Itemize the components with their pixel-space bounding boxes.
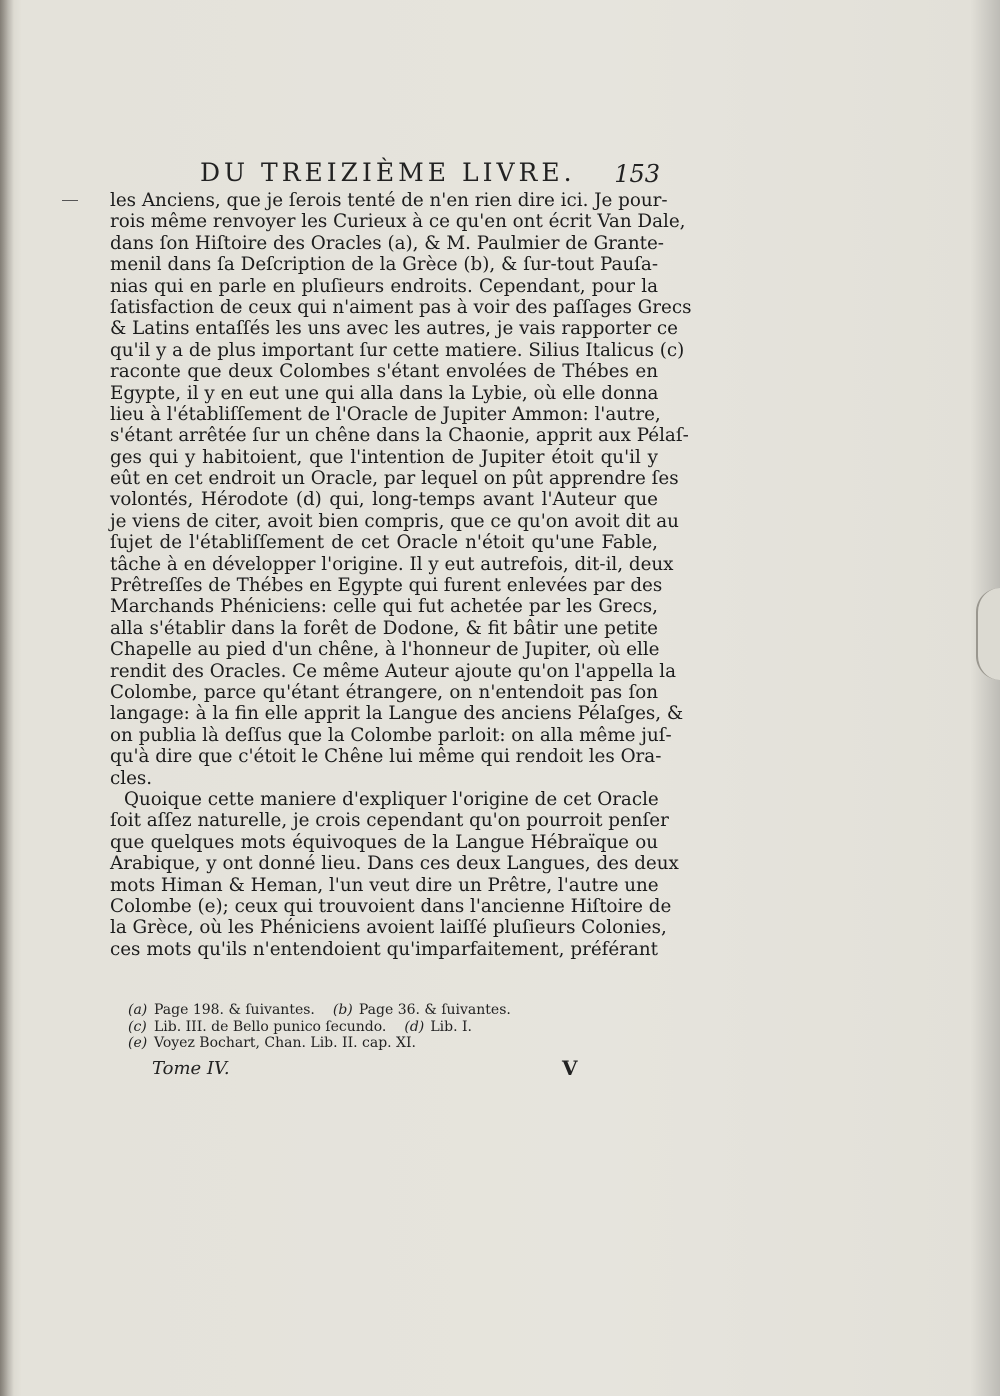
text-line: qu'il y a de plus important ſur cette matiere. Silius Italicus (c)	[110, 339, 685, 361]
text-line: s'étant arrêtée ſur un chêne dans la Chaonie, apprit aux Pélaſ-	[110, 425, 689, 447]
text-line: tâche à en développer l'origine. Il y eut autrefois, dit-il, deux	[110, 553, 674, 575]
text-line: nias qui en parle en pluſieurs endroits. Cependant, pour la	[110, 275, 658, 297]
text-line: que quelques mots équivoques de la Langue Hébraïque ou	[110, 831, 658, 853]
text-line: la Grèce, où les Phéniciens avoient laiſſé pluſieurs Colonies,	[110, 917, 667, 939]
text-line: alla s'établir dans la forêt de Dodone, & fit bâtir une petite	[110, 617, 658, 639]
footnote-text: Lib. III. de Bello punico ſecundo.	[154, 1018, 387, 1035]
page-number: 153	[614, 160, 660, 188]
text-line: dans ſon Hiſtoire des Oracles (a), & M. Paulmier de Grante-	[110, 232, 664, 254]
footnote-text: Page 198. & ſuivantes.	[154, 1002, 315, 1018]
footnote-marker: (c)	[128, 1018, 147, 1035]
page-edge	[970, 0, 1000, 1396]
text-line: Quoique cette maniere d'expliquer l'origine de cet Oracle	[124, 788, 659, 810]
footnotes	[128, 1002, 568, 1052]
margin-mark	[62, 200, 78, 201]
footnote-marker: (d)	[404, 1018, 425, 1035]
text-line: eût en cet endroit un Oracle, par lequel on pût apprendre ſes	[110, 468, 679, 490]
text-line: lieu à l'établiſſement de l'Oracle de Jupiter Ammon: l'autre,	[110, 403, 661, 425]
text-line: ſatisfaction de ceux qui n'aiment pas à voir des paſſages Grecs	[110, 296, 692, 318]
signature-mark: V	[562, 1056, 578, 1080]
footnote-line	[128, 1002, 568, 1019]
text-line: Arabique, y ont donné lieu. Dans ces deux Langues, des deux	[110, 853, 679, 875]
text-line: ges qui y habitoient, que l'intention de Jupiter étoit qu'il y	[110, 446, 658, 468]
text-line: qu'à dire que c'étoit le Chêne lui même qui rendoit les Ora-	[110, 746, 662, 768]
text-line: Marchands Phéniciens: celle qui fut achetée par les Grecs,	[110, 596, 658, 618]
text-line: les Anciens, que je ſerois tenté de n'en rien dire ici. Je pour-	[110, 190, 668, 211]
text-line: rois même renvoyer les Curieux à ce qu'en ont écrit Van Dale,	[110, 211, 686, 233]
text-line: langage: à la fin elle apprit la Langue des anciens Pélaſges, &	[110, 703, 684, 725]
gutter-shadow	[0, 0, 14, 1396]
text-line: Colombe, parce qu'étant étrangere, on n'entendoit pas ſon	[110, 681, 658, 703]
text-line: Chapelle au pied d'un chêne, à l'honneur de Jupiter, où elle	[110, 639, 660, 661]
text-line: rendit des Oracles. Ce même Auteur ajoute qu'on l'appella la	[110, 660, 677, 682]
footnote-line	[128, 1035, 568, 1052]
text-line: ces mots qu'ils n'entendoient qu'imparfaitement, préférant	[110, 938, 658, 960]
footnote-text: Page 36. & ſuivantes.	[358, 1002, 511, 1018]
footnote-line	[128, 1019, 568, 1036]
text-line: mots Himan & Heman, l'un veut dire un Prêtre, l'autre une	[110, 874, 659, 896]
text-line: raconte que deux Colombes s'étant envolées de Thébes en	[110, 361, 658, 383]
text-line: volontés, Hérodote (d) qui, long-temps avant l'Auteur que	[110, 489, 658, 511]
text-line: ſoit aſſez naturelle, je crois cependant qu'on pourroit penſer	[110, 810, 669, 832]
text-line: je viens de citer, avoit bien compris, que ce qu'on avoit dit au	[110, 510, 679, 532]
footnote-marker: (e)	[128, 1035, 148, 1051]
page-edge-notch	[976, 588, 1000, 680]
footnote-text: Lib. I.	[430, 1018, 472, 1035]
page-header	[200, 158, 660, 194]
text-line: Colombe (e); ceux qui trouvoient dans l'ancienne Hiſtoire de	[110, 895, 672, 917]
footnote-marker: (b)	[332, 1002, 353, 1018]
body-text	[110, 190, 692, 960]
text-line: Prêtreſſes de Thébes en Egypte qui furent enlevées par des	[110, 575, 663, 597]
text-line: cles.	[110, 767, 153, 789]
text-line: menil dans ſa Deſcription de la Grèce (b), & ſur-tout Pauſa-	[110, 254, 658, 276]
text-line: on publia là deſſus que la Colombe parloit: on alla même juſ-	[110, 724, 672, 746]
text-line: ſujet de l'établiſſement de cet Oracle n'étoit qu'une Fable,	[110, 532, 658, 554]
footnote-marker: (a)	[128, 1002, 148, 1018]
running-title: DU TREIZIÈME LIVRE.	[200, 158, 576, 187]
footnote-text: Voyez Bochart, Chan. Lib. II. cap. XI.	[154, 1035, 417, 1051]
volume-label: Tome IV.	[152, 1058, 230, 1079]
text-line: & Latins entaſſés les uns avec les autres, je vais rapporter ce	[110, 318, 678, 340]
text-line: Egypte, il y en eut une qui alla dans la Lybie, où elle donna	[110, 382, 659, 404]
